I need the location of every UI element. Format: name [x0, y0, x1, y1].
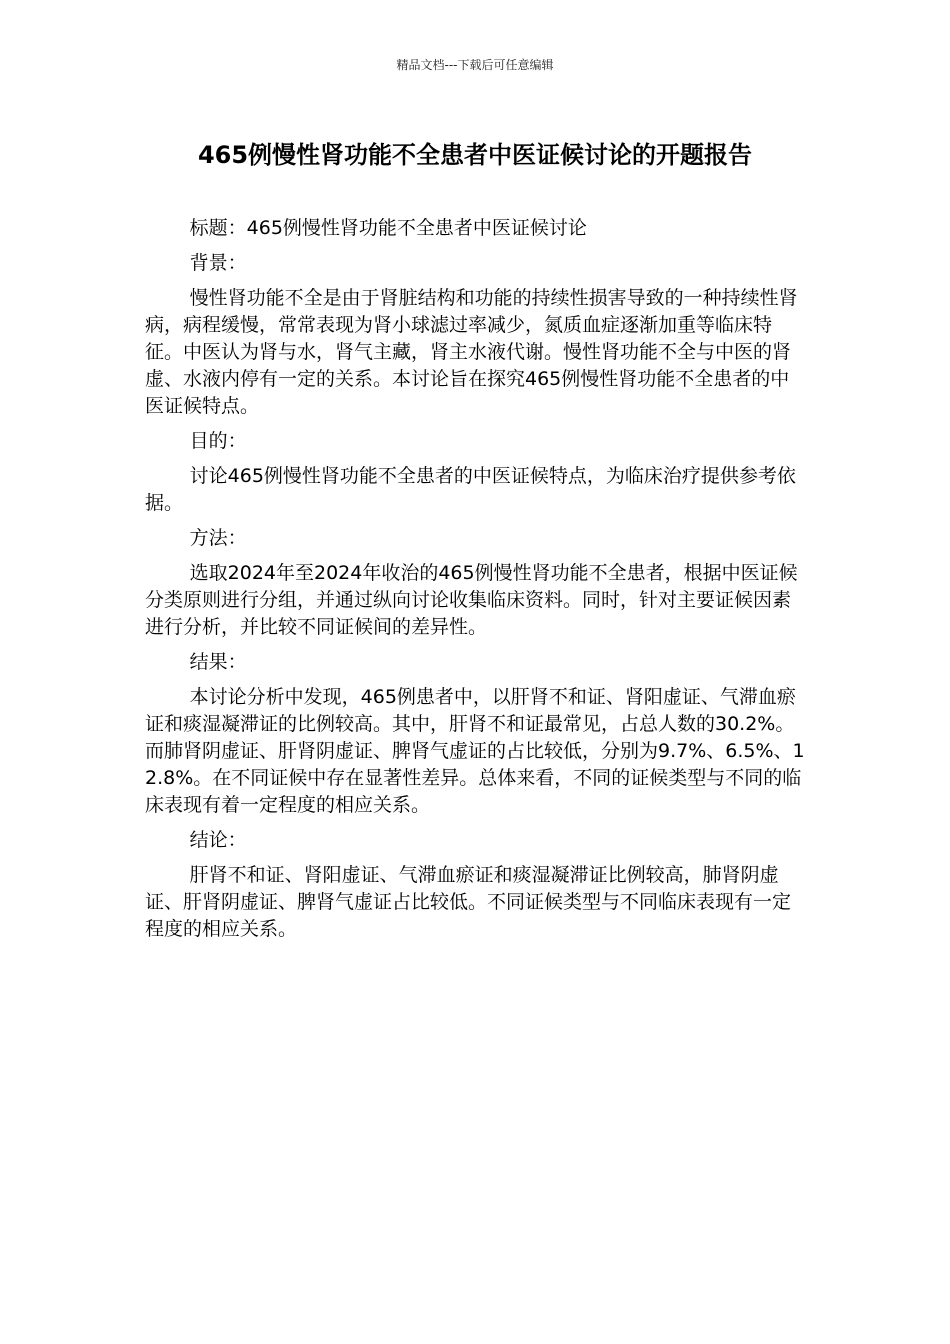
- results-paragraph: 本讨论分析中发现，465例患者中，以肝肾不和证、肾阳虚证、气滞血瘀证和痰湿凝滞证的比例较高。其中，肝肾不和证最常见，占总人数的30.2%。而肺肾阴虚证、肝肾阴虚证、脾肾气虚证的占比较低，分别为9.7%、6.5%、12.8%。在不同证候中存在显著性差异。总体来看，不同的证候类型与不同的临床表现有着一定程度的相应关系。: [145, 686, 805, 816]
- subject-line: 标题：465例慢性肾功能不全患者中医证候讨论: [189, 217, 587, 239]
- section-heading-results: 结果：: [189, 651, 247, 673]
- conclusion-paragraph: 肝肾不和证、肾阳虚证、气滞血瘀证和痰湿凝滞证比例较高，肺肾阴虚证、肝肾阴虚证、脾肾气虚证占比较低。不同证候类型与不同临床表现有一定程度的相应关系。: [145, 864, 792, 940]
- section-heading-method: 方法：: [189, 527, 247, 549]
- section-heading-conclusion: 结论：: [189, 829, 247, 851]
- method-paragraph: 选取2024年至2024年收治的465例慢性肾功能不全患者，根据中医证候分类原则进行分组，并通过纵向讨论收集临床资料。同时，针对主要证候因素进行分析，并比较不同证候间的差异性。: [145, 562, 798, 638]
- objective-paragraph: 讨论465例慢性肾功能不全患者的中医证候特点，为临床治疗提供参考依据。: [145, 465, 796, 514]
- document-body: [145, 215, 807, 951]
- section-heading-objective: 目的：: [189, 430, 247, 452]
- page-header-note: 精品文档---下载后可任意编辑: [396, 58, 554, 72]
- document-title: 465例慢性肾功能不全患者中医证候讨论的开题报告: [197, 141, 753, 169]
- background-paragraph: 慢性肾功能不全是由于肾脏结构和功能的持续性损害导致的一种持续性肾病，病程缓慢，常常表现为肾小球滤过率减少，氮质血症逐渐加重等临床特征。中医认为肾与水，肾气主藏，肾主水液代谢。慢性肾功能不全与中医的肾虚、水液内停有一定的关系。本讨论旨在探究465例慢性肾功能不全患者的中医证候特点。: [145, 287, 798, 417]
- section-heading-background: 背景：: [189, 252, 247, 274]
